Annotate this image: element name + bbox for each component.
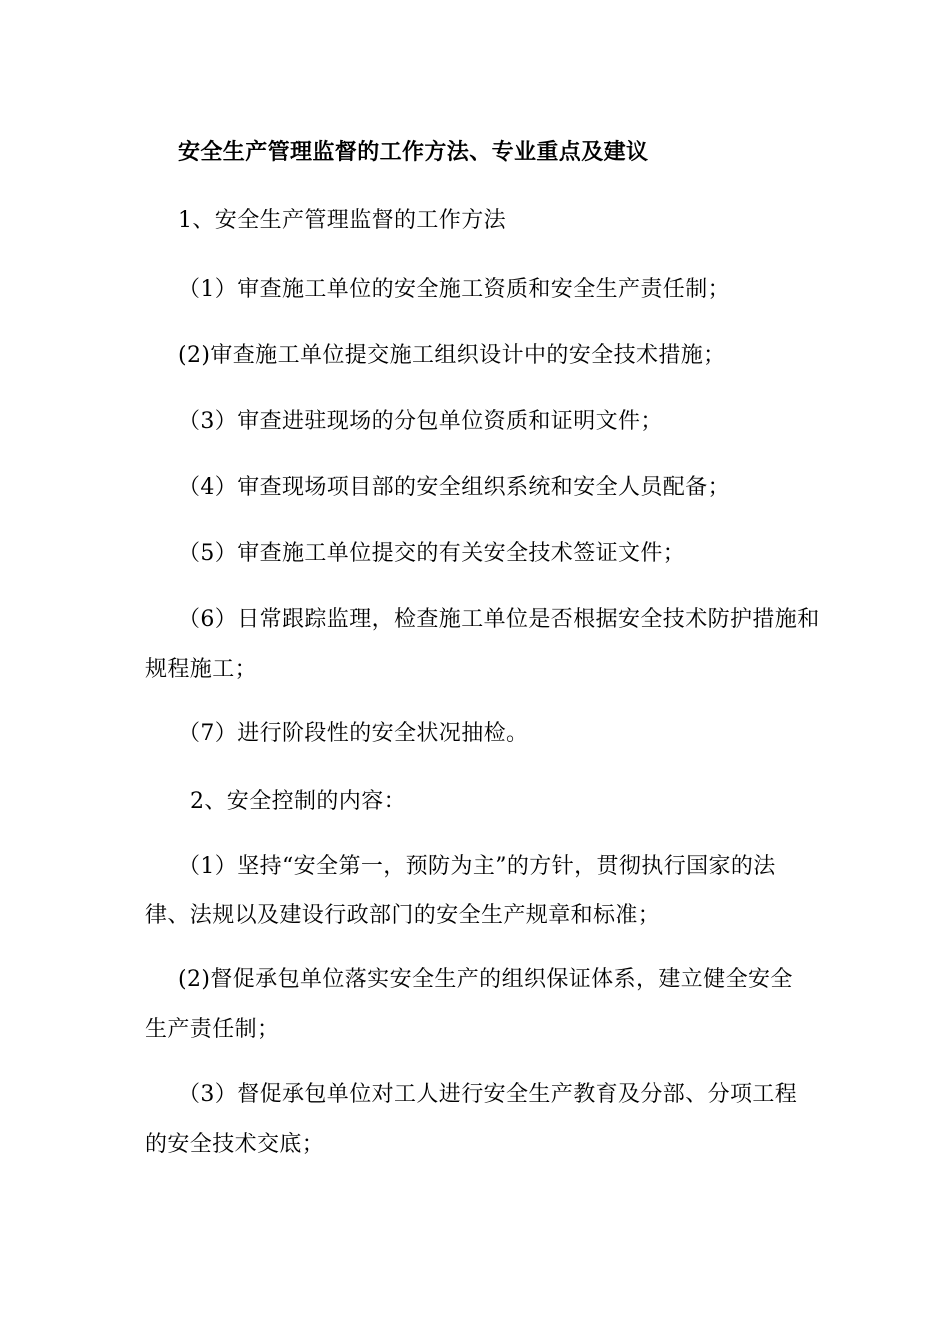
section-2-item-1-continued: 律、法规以及建设行政部门的安全生产规章和标准； <box>145 903 661 928</box>
section-1-item-4: （4）审查现场项目部的安全组织系统和安全人员配备； <box>178 475 730 500</box>
document-title: 安全生产管理监督的工作方法、专业重点及建议 <box>178 139 649 165</box>
section-2-item-3-continued: 的安全技术交底； <box>145 1132 325 1157</box>
section-1-item-6: （6）日常跟踪监理，检查施工单位是否根据安全技术防护措施和 <box>178 607 820 632</box>
section-2-heading: 2、安全控制的内容： <box>190 789 406 814</box>
section-1-item-1: （1）审查施工单位的安全施工资质和安全生产责任制； <box>178 277 730 302</box>
section-2-item-2-continued: 生产责任制； <box>145 1017 280 1042</box>
section-2-item-1: （1）坚持“安全第一，预防为主”的方针，贯彻执行国家的法 <box>178 854 776 879</box>
section-1-item-7: （7）进行阶段性的安全状况抽检。 <box>178 721 529 746</box>
section-2-item-2: (2)督促承包单位落实安全生产的组织保证体系，建立健全安全 <box>178 967 793 992</box>
section-1-item-2: (2)审查施工单位提交施工组织设计中的安全技术措施； <box>178 343 726 368</box>
section-1-heading: 1、安全生产管理监督的工作方法 <box>178 208 506 233</box>
section-1-item-5: （5）审查施工单位提交的有关安全技术签证文件； <box>178 541 686 566</box>
section-1-item-6-continued: 规程施工； <box>145 657 258 682</box>
section-1-item-3: （3）审查进驻现场的分包单位资质和证明文件； <box>178 409 663 434</box>
section-2-item-3: （3）督促承包单位对工人进行安全生产教育及分部、分项工程 <box>178 1082 798 1107</box>
